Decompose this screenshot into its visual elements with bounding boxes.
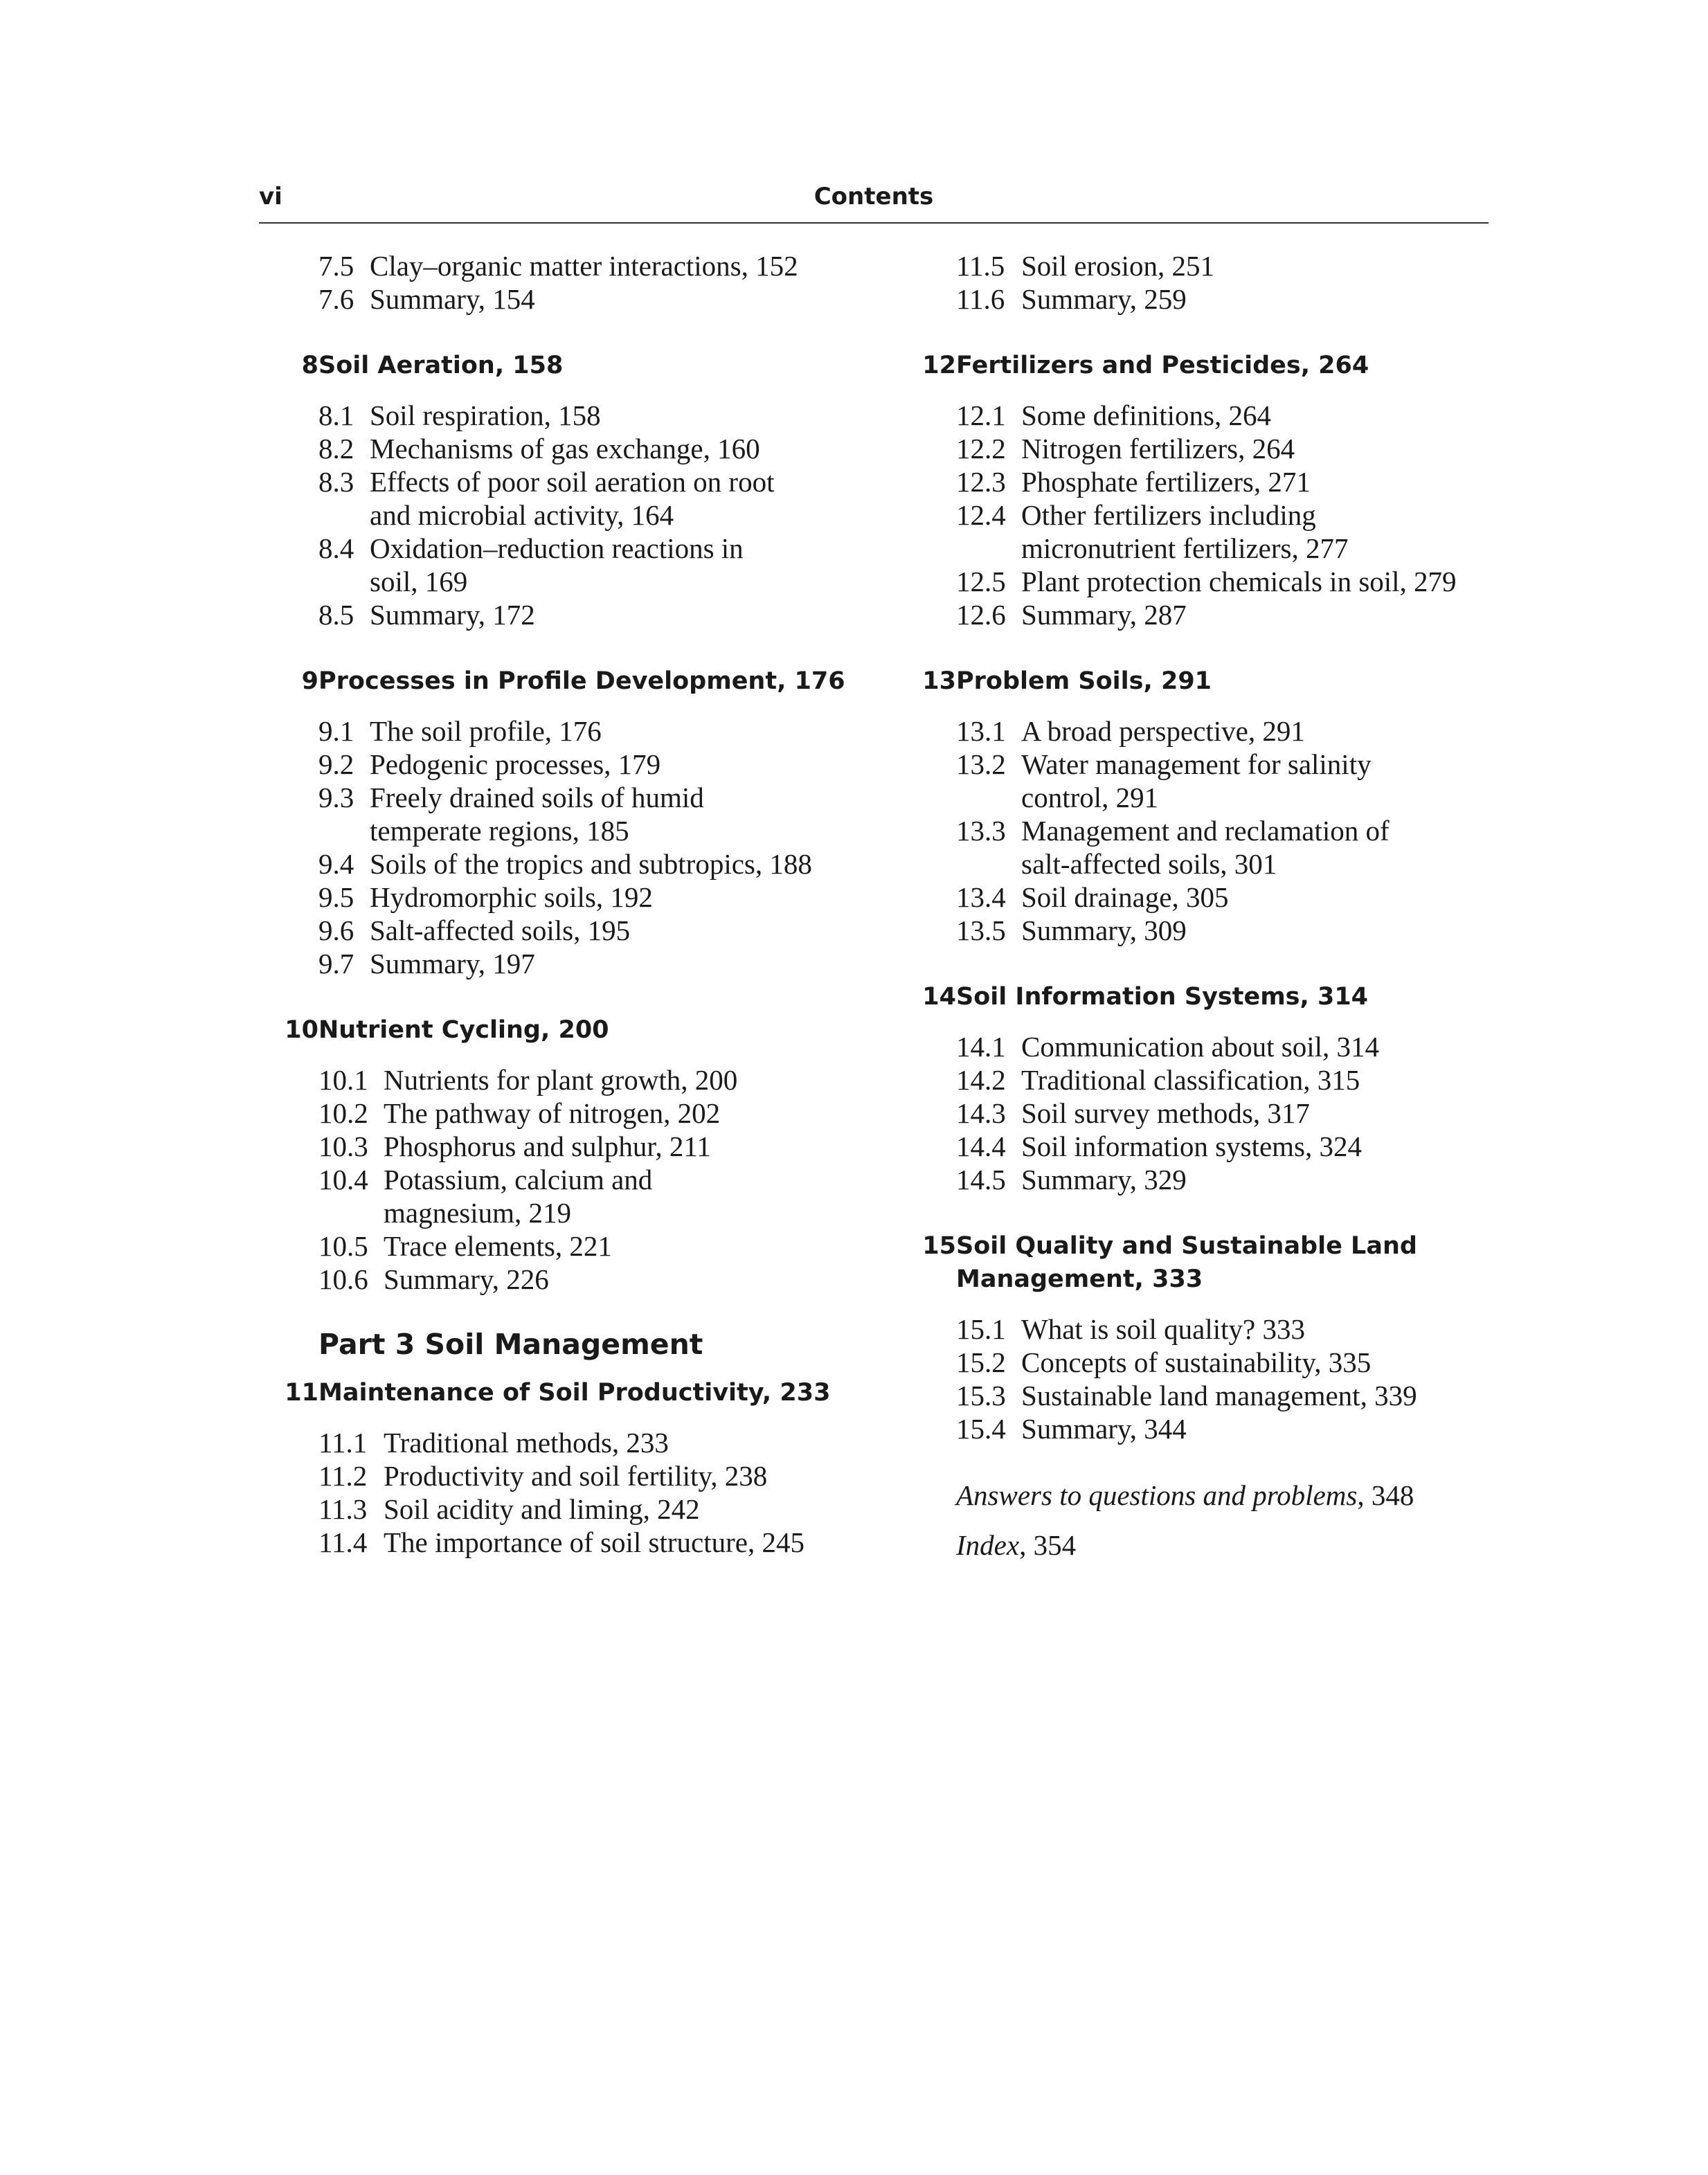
section-number: 13.3	[956, 815, 1006, 847]
section-title: Productivity and soil fertility, 238	[384, 1460, 768, 1492]
toc-entry[interactable]	[259, 1163, 882, 1196]
section-title: What is soil quality? 333	[1021, 1313, 1305, 1345]
section-title: Effects of poor soil aeration on root	[370, 466, 775, 498]
section-title: Sustainable land management, 339	[1021, 1380, 1417, 1411]
section-number: 11.6	[956, 283, 1005, 315]
section-number: 9.1	[318, 715, 354, 747]
section-number: 8.3	[318, 466, 354, 498]
section-title: Pedogenic processes, 179	[370, 748, 661, 780]
section-number: 10	[285, 1016, 318, 1044]
section-title: Summary, 197	[370, 948, 535, 980]
chapter-heading[interactable]	[259, 1013, 882, 1047]
section-title: Nutrient Cycling, 200	[318, 1016, 609, 1044]
toc-entry[interactable]	[897, 1163, 1520, 1196]
section-title: Soil drainage, 305	[1021, 881, 1229, 913]
section-number: 13.1	[956, 715, 1006, 747]
toc-entry[interactable]	[259, 781, 882, 814]
answers-page: , 348	[1357, 1479, 1414, 1511]
section-title: Summary, 344	[1021, 1413, 1187, 1445]
answers-entry[interactable]	[897, 1479, 1520, 1512]
chapter-heading[interactable]	[897, 980, 1520, 1013]
toc-entry[interactable]	[259, 1130, 882, 1163]
part-heading[interactable]: Part 3 Soil Management	[318, 1328, 703, 1361]
section-title: Summary, 259	[1021, 283, 1187, 315]
section-number: 11.5	[956, 250, 1005, 282]
toc-entry[interactable]	[897, 598, 1520, 631]
section-title: Summary, 329	[1021, 1164, 1187, 1195]
toc-entry[interactable]	[897, 432, 1520, 465]
toc-entry[interactable]	[259, 249, 882, 282]
section-title: Phosphate fertilizers, 271	[1021, 466, 1311, 498]
toc-entry[interactable]	[259, 282, 882, 316]
toc-entry[interactable]	[259, 748, 882, 781]
running-header	[259, 179, 1489, 213]
section-number: 11.4	[318, 1526, 368, 1558]
toc-entry-continuation	[259, 498, 882, 532]
toc-entry[interactable]	[897, 1030, 1520, 1063]
section-number: 13.4	[956, 881, 1006, 913]
index-label: Index	[956, 1529, 1020, 1561]
section-number: 12.4	[956, 499, 1006, 531]
section-number: 14.1	[956, 1031, 1006, 1063]
toc-entry-continuation	[259, 1196, 882, 1229]
toc-entry[interactable]	[259, 465, 882, 498]
section-number: 8.2	[318, 433, 354, 464]
section-title: Management and reclamation of	[1021, 815, 1390, 847]
toc-entry[interactable]	[259, 399, 882, 432]
toc-entry[interactable]	[259, 1229, 882, 1263]
toc-entry[interactable]	[259, 1263, 882, 1296]
section-number: 10.1	[318, 1064, 368, 1096]
section-number: 12.2	[956, 433, 1006, 464]
section-number: 9.3	[318, 782, 354, 813]
toc-entry[interactable]	[897, 1346, 1520, 1379]
section-title: Traditional methods, 233	[384, 1427, 669, 1459]
section-title: Summary, 172	[370, 599, 535, 631]
index-entry[interactable]	[897, 1528, 1520, 1562]
section-number: 10.3	[318, 1130, 368, 1162]
section-number: 15.3	[956, 1380, 1006, 1411]
index-page: , 354	[1019, 1529, 1077, 1561]
section-number: 15	[922, 1232, 956, 1260]
section-title: Soil erosion, 251	[1021, 250, 1215, 282]
section-number: 12.3	[956, 466, 1006, 498]
section-number: 10.5	[318, 1230, 368, 1262]
section-number: 15.2	[956, 1346, 1006, 1378]
section-number: 12	[922, 352, 956, 379]
toc-entry[interactable]	[897, 714, 1520, 748]
section-title: Hydromorphic soils, 192	[370, 881, 653, 913]
section-title: Fertilizers and Pesticides, 264	[956, 352, 1369, 379]
section-title: Summary, 309	[1021, 914, 1187, 946]
section-number: 12.5	[956, 566, 1006, 597]
section-title: Summary, 287	[1021, 599, 1187, 631]
toc-entry[interactable]	[897, 748, 1520, 781]
section-title: A broad perspective, 291	[1021, 715, 1305, 747]
section-number: 8.4	[318, 532, 354, 564]
toc-entry[interactable]	[259, 847, 882, 881]
toc-entry[interactable]	[259, 1096, 882, 1130]
section-number: 12.6	[956, 599, 1006, 631]
toc-entry[interactable]	[897, 399, 1520, 432]
section-title: magnesium, 219	[384, 1197, 572, 1229]
section-number: 14.2	[956, 1064, 1006, 1096]
section-title: Soil Aeration, 158	[318, 352, 564, 379]
toc-entry[interactable]	[259, 881, 882, 914]
toc-entry[interactable]	[259, 532, 882, 565]
section-title: The soil profile, 176	[370, 715, 602, 747]
section-number: 14.5	[956, 1164, 1006, 1195]
header-rule	[259, 222, 1489, 224]
section-number: 13	[922, 667, 956, 695]
section-number: 9	[301, 667, 318, 695]
section-title: Phosphorus and sulphur, 211	[384, 1130, 711, 1162]
section-title: micronutrient fertilizers, 277	[1021, 532, 1349, 564]
section-title: Plant protection chemicals in soil, 279	[1021, 566, 1457, 597]
section-number: 12.1	[956, 399, 1006, 431]
section-title: Freely drained soils of humid	[370, 782, 704, 813]
section-number: 8.5	[318, 599, 354, 631]
section-title: salt-affected soils, 301	[1021, 848, 1277, 880]
toc-entry[interactable]	[897, 881, 1520, 914]
section-title: Soil acidity and liming, 242	[384, 1493, 700, 1525]
chapter-heading[interactable]	[897, 1229, 1520, 1263]
section-title: Soil Information Systems, 314	[956, 983, 1369, 1011]
section-title: and microbial activity, 164	[370, 499, 674, 531]
toc-entry[interactable]	[897, 1096, 1520, 1130]
toc-entry[interactable]	[897, 465, 1520, 498]
section-title: Soils of the tropics and subtropics, 188	[370, 848, 812, 880]
section-title: soil, 169	[370, 566, 468, 597]
toc-entry[interactable]	[897, 814, 1520, 847]
toc-entry[interactable]	[897, 565, 1520, 598]
section-number: 15.1	[956, 1313, 1006, 1345]
answers-label: Answers to questions and problems	[956, 1479, 1358, 1511]
toc-entry[interactable]	[897, 1412, 1520, 1445]
toc-entry[interactable]	[897, 1379, 1520, 1412]
toc-entry-continuation	[259, 565, 882, 598]
section-title: Soil survey methods, 317	[1021, 1097, 1310, 1129]
section-title: Traditional classification, 315	[1021, 1064, 1360, 1096]
section-title: Oxidation–reduction reactions in	[370, 532, 744, 564]
section-title: Clay–organic matter interactions, 152	[370, 250, 798, 282]
section-number: 11.2	[318, 1460, 368, 1492]
section-title: Mechanisms of gas exchange, 160	[370, 433, 760, 464]
chapter-heading[interactable]	[259, 665, 882, 698]
section-title: control, 291	[1021, 782, 1159, 813]
toc-entry[interactable]	[259, 1063, 882, 1096]
section-number: 7.5	[318, 250, 354, 282]
toc-entry-continuation	[259, 814, 882, 847]
toc-entry[interactable]	[259, 1526, 882, 1559]
section-title: Summary, 154	[370, 283, 535, 315]
toc-entry[interactable]	[897, 1063, 1520, 1096]
section-title: temperate regions, 185	[370, 815, 629, 847]
toc-entry[interactable]	[259, 1492, 882, 1526]
section-title: Trace elements, 221	[384, 1230, 612, 1262]
section-number: 11	[285, 1379, 318, 1407]
section-number: 9.6	[318, 914, 354, 946]
section-title: Some definitions, 264	[1021, 399, 1272, 431]
section-number: 10.4	[318, 1164, 368, 1195]
section-title: Communication about soil, 314	[1021, 1031, 1380, 1063]
section-number: 11.3	[318, 1493, 368, 1525]
section-number: 11.1	[318, 1427, 368, 1459]
section-title: Summary, 226	[384, 1263, 549, 1295]
section-number: 14.4	[956, 1130, 1006, 1162]
section-title: Processes in Profile Development, 176	[318, 667, 845, 695]
chapter-heading[interactable]	[259, 1376, 882, 1409]
section-title: Soil respiration, 158	[370, 399, 601, 431]
section-number: 14.3	[956, 1097, 1006, 1129]
toc-entry[interactable]	[897, 498, 1520, 532]
toc-entry[interactable]	[259, 1459, 882, 1492]
section-title: Soil information systems, 324	[1021, 1130, 1362, 1162]
toc-entry[interactable]	[259, 914, 882, 947]
section-number: 15.4	[956, 1413, 1006, 1445]
toc-entry[interactable]	[259, 714, 882, 748]
section-title: Nitrogen fertilizers, 264	[1021, 433, 1295, 464]
section-number: 9.4	[318, 848, 354, 880]
toc-left-column	[259, 249, 882, 1559]
section-number: 14	[922, 983, 956, 1011]
section-title: Maintenance of Soil Productivity, 233	[318, 1379, 831, 1407]
toc-entry[interactable]	[897, 249, 1520, 282]
toc-entry-continuation	[897, 532, 1520, 565]
section-number: 9.7	[318, 948, 354, 980]
section-title: The importance of soil structure, 245	[384, 1526, 804, 1558]
section-title: Salt-affected soils, 195	[370, 914, 631, 946]
section-title: Potassium, calcium and	[384, 1164, 653, 1195]
section-title: Concepts of sustainability, 335	[1021, 1346, 1372, 1378]
chapter-heading-continuation	[897, 1263, 1520, 1296]
chapter-heading[interactable]	[259, 349, 882, 382]
section-number: 8	[301, 352, 318, 379]
toc-entry-continuation	[897, 847, 1520, 881]
section-title: Problem Soils, 291	[956, 667, 1212, 695]
section-number: 7.6	[318, 283, 354, 315]
toc-entry[interactable]	[259, 432, 882, 465]
section-title: Water management for salinity	[1021, 748, 1372, 780]
running-title: Contents	[813, 183, 934, 210]
section-title: Other fertilizers including	[1021, 499, 1316, 531]
chapter-heading[interactable]	[897, 349, 1520, 382]
toc-right-column	[897, 249, 1520, 1562]
toc-entry[interactable]	[259, 598, 882, 631]
section-number: 9.5	[318, 881, 354, 913]
toc-entry[interactable]	[897, 1130, 1520, 1163]
chapter-heading[interactable]	[897, 665, 1520, 698]
section-title: The pathway of nitrogen, 202	[384, 1097, 721, 1129]
section-number: 8.1	[318, 399, 354, 431]
section-number: 10.2	[318, 1097, 368, 1129]
section-title: Nutrients for plant growth, 200	[384, 1064, 738, 1096]
toc-entry[interactable]	[897, 1312, 1520, 1346]
page-folio: vi	[259, 183, 282, 210]
toc-entry-continuation	[897, 781, 1520, 814]
section-number: 10.6	[318, 1263, 368, 1295]
toc-entry[interactable]	[259, 947, 882, 980]
section-number: 9.2	[318, 748, 354, 780]
toc-entry[interactable]	[897, 282, 1520, 316]
toc-entry[interactable]	[897, 914, 1520, 947]
toc-entry[interactable]	[259, 1426, 882, 1459]
section-title: Management, 333	[956, 1265, 1203, 1293]
section-number: 13.5	[956, 914, 1006, 946]
section-title: Soil Quality and Sustainable Land	[956, 1232, 1417, 1260]
section-number: 13.2	[956, 748, 1006, 780]
